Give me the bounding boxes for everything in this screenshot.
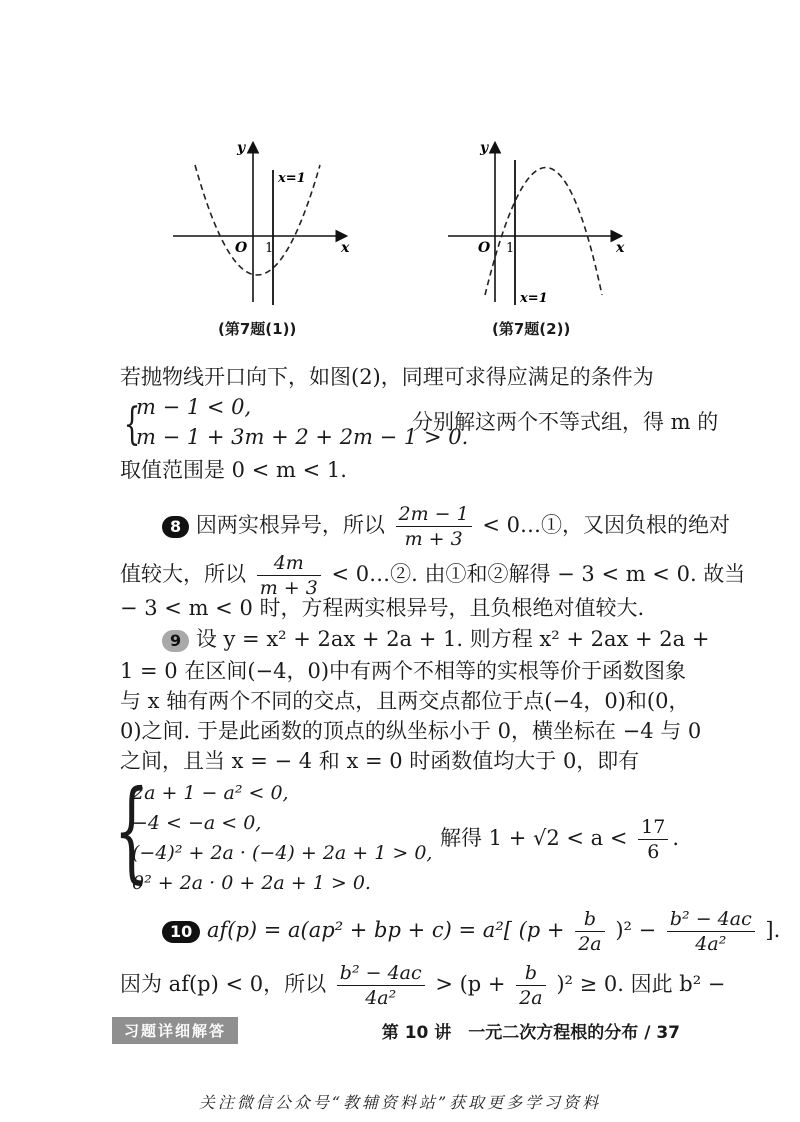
text-line: − 3 < m < 0 时，方程两实根异号，且负根绝对值较大. <box>120 596 645 620</box>
tick-1: 1 <box>506 241 515 256</box>
parabola-down <box>485 168 602 296</box>
q10-line-1 <box>162 902 780 958</box>
fraction-numerator: b <box>516 961 545 986</box>
text: 设 y = x² + 2ax + 2a + 1. 则方程 x² + 2ax + 2a + <box>195 627 710 651</box>
text: < 0…①，又因负根的绝对 <box>482 513 731 537</box>
figure-2 <box>440 130 640 310</box>
line-label: x=1 <box>520 291 548 306</box>
y-label: y <box>480 140 489 156</box>
y-label: y <box>237 140 246 156</box>
inequality: 0² + 2a · 0 + 2a + 1 > 0. <box>132 872 371 894</box>
inequality: (−4)² + 2a · (−4) + 2a + 1 > 0, <box>132 842 433 864</box>
text: ]. <box>765 918 781 942</box>
inequality: 2a + 1 − a² < 0, <box>132 782 289 804</box>
fraction-denominator: 4a² <box>695 933 727 955</box>
q8-line-1 <box>162 497 730 553</box>
fraction-denominator: 4a² <box>365 987 397 1009</box>
section-tag: 习题详细解答 <box>112 1017 238 1044</box>
fraction-numerator: b² − 4ac <box>667 907 755 932</box>
watermark: 关注微信公众号“教辅资料站”获取更多学习资料 <box>198 1093 602 1112</box>
text: 因两实根异号，所以 <box>195 513 385 537</box>
x-label: x <box>341 240 350 256</box>
fraction <box>638 815 668 864</box>
text-line: 1 = 0 在区间(−4，0)中有两个不相等的实根等价于函数图象 <box>120 659 687 683</box>
text-line: 与 x 轴有两个不同的交点，且两交点都位于点(−4，0)和(0， <box>120 689 690 713</box>
fraction-denominator: m + 3 <box>259 577 318 599</box>
inequality: m − 1 < 0, <box>136 395 252 419</box>
fraction-numerator: 17 <box>638 815 668 840</box>
text-line: 0)之间. 于是此函数的顶点的纵坐标小于 0，横坐标在 −4 与 0 <box>120 719 702 743</box>
text: 因为 af(p) < 0，所以 <box>120 972 327 996</box>
question-number-badge: 10 <box>162 921 200 943</box>
system-brace: { <box>123 399 141 450</box>
fraction-numerator: 4m <box>257 551 321 576</box>
fraction-denominator: 2a <box>578 933 602 955</box>
text: af(p) = a(ap² + bp + c) = a²[ (p + <box>206 918 565 942</box>
fraction <box>667 907 755 956</box>
text: > (p + <box>435 972 506 996</box>
text-line: 取值范围是 0 < m < 1. <box>120 458 347 482</box>
text: 解得 1 + √2 < a < <box>440 826 628 850</box>
fraction <box>396 502 472 551</box>
fraction-numerator: 2m − 1 <box>396 502 472 527</box>
origin-label: O <box>235 240 248 256</box>
fraction <box>516 961 545 1010</box>
text: 值较大，所以 <box>120 562 246 586</box>
question-number-badge: 9 <box>162 630 189 652</box>
text: )² − <box>615 918 657 942</box>
text-line: 之间，且当 x = − 4 和 x = 0 时函数值均大于 0，即有 <box>120 749 640 773</box>
q9-line-1 <box>162 624 709 654</box>
text: < 0…②. 由①和②解得 − 3 < m < 0. 故当 <box>331 562 746 586</box>
question-number-badge: 8 <box>162 516 189 538</box>
figure-2-caption: (第7题(2)) <box>492 320 571 338</box>
running-footer: 第 10 讲 一元二次方程根的分布 / 37 <box>381 1023 680 1043</box>
text-line: 若抛物线开口向下，如图(2)，同理可求得应满足的条件为 <box>120 365 654 389</box>
system-brace: { <box>114 766 149 894</box>
solution: 解得 1 + √2 < a < $\frac{17}{6}$ . <box>440 816 680 863</box>
text: )² ≥ 0. 因此 b² − <box>556 972 726 996</box>
fraction-denominator: 6 <box>647 841 660 863</box>
fraction-denominator: 2a <box>519 987 543 1009</box>
text-line: 分别解这两个不等式组，得 m 的 <box>412 410 719 434</box>
fraction-denominator: m + 3 <box>404 528 463 550</box>
fraction <box>575 907 604 956</box>
origin-label: O <box>478 240 491 256</box>
line-label: x=1 <box>278 171 306 186</box>
inequality: −4 < −a < 0, <box>132 812 262 834</box>
fraction <box>337 961 425 1010</box>
figure-1-caption: (第7题(1)) <box>218 320 297 338</box>
figure-1 <box>165 130 365 310</box>
q10-line-2 <box>120 956 725 1012</box>
x-label: x <box>616 240 625 256</box>
fraction-numerator: b² − 4ac <box>337 961 425 986</box>
fraction-numerator: b <box>575 907 604 932</box>
inequality: m − 1 + 3m + 2 + 2m − 1 > 0. <box>136 425 469 449</box>
tick-1: 1 <box>265 241 274 256</box>
